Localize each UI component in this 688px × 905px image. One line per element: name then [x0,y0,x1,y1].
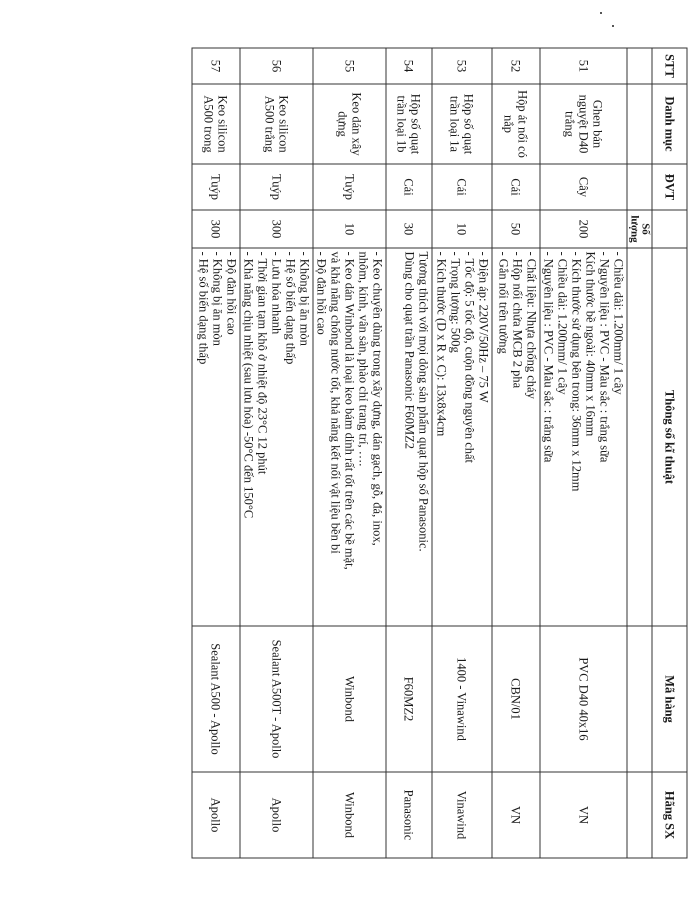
spec-line: - Kích thước sử dụng bên trong: 36mm x 12mm [569,251,584,492]
qty-header-cont: Số lượng [627,210,652,248]
row-code: Winbond [313,626,386,772]
table-row [313,48,386,858]
spec-line: - Keo chuyên dùng trong xây dựng, dán gạch, gỗ, đá, inox, [370,251,385,546]
spec-line: - Chất liệu: Nhựa chống cháy [524,251,539,399]
row-qty: 30 [386,210,432,248]
row-unit: Tuýp [192,164,240,210]
table-row [432,48,492,858]
table-row [492,48,540,858]
row-spec [540,248,627,626]
spec-line: - Keo dán Winbond là loại keo bám dính rất tốt trên các bề mặt, [342,251,357,570]
product-spec-table [192,48,688,859]
row-unit: Tuýp [240,164,313,210]
spec-line: - Độ đàn hồi cao [314,251,329,335]
spec-line: Dùng cho quạt trần Panasonic F60MZ2 [402,251,417,450]
header-row [652,48,687,858]
header-code: Mã hàng [652,626,687,772]
spec-line: - Chiều dài: 1.200mm/ 1 cây [555,251,570,395]
row-stt: 54 [386,48,432,84]
spec-line: Kích thước bề ngoài: 40mm x 16mm [583,251,598,437]
row-qty: 200 [540,210,627,248]
row-name: Hộp số quạt trần loại 1a [432,84,492,164]
spec-line: - Hệ số biến dạng thấp [196,251,211,365]
row-name: Ghen bán nguyệt D40 trắng [540,84,627,164]
row-unit: Cây [540,164,627,210]
row-stt: 57 [192,48,240,84]
spec-line: - Tốc độ: 5 tốc độ, cuộn đồng nguyên chất [462,251,477,464]
spec-line: - Lưu hóa nhanh [269,251,284,335]
row-name: Hộp số quạt trần loại 1b [386,84,432,164]
row-spec [240,248,313,626]
header-name: Danh mục [652,84,687,164]
row-qty: 300 [192,210,240,248]
spec-line: - Hộp nổi chứa MCB 2 pha [510,251,525,389]
row-code: F60MZ2 [386,626,432,772]
spec-line: - Nguyên liệu : PVC - Màu sắc : trắng sữa [541,251,556,463]
spec-line: - Chiều dài: 1.200mm/ 1 cây [611,251,626,395]
row-maker: Apollo [192,772,240,858]
row-code: Sealant A500 - Apollo [192,626,240,772]
row-spec [192,248,240,626]
row-unit: Cái [386,164,432,210]
row-maker: Vinawind [432,772,492,858]
row-qty: 10 [432,210,492,248]
row-maker: VN [492,772,540,858]
scan-speck [600,12,602,14]
row-maker: VN [540,772,627,858]
spec-line: nhôm, kính, vân sàn, phào chỉ trang trí, …. [356,251,371,467]
row-stt: 51 [540,48,627,84]
row-name: Keo dán xây dựng [313,84,386,164]
spec-line: - Điện áp: 220V/50Hz – 75 W [476,251,491,403]
scan-speck [612,25,614,27]
blank-row [627,48,652,858]
row-spec [432,248,492,626]
table-body [192,48,652,858]
header-spec: Thông số kĩ thuật [652,248,687,626]
spec-line: - Hệ số biến dạng thấp [283,251,298,365]
row-spec [313,248,386,626]
row-code: CBN/01 [492,626,540,772]
spec-line: - Nguyên liệu : PVC - Màu sắc : trắng sữa [597,251,612,463]
table-row [240,48,313,858]
header-unit: ĐVT [652,164,687,210]
header-qty [652,210,687,248]
row-name: Keo silicon A500 trắng [240,84,313,164]
row-stt: 55 [313,48,386,84]
spec-line: - Thời gian tạm khô ở nhiệt độ 23°C 12 phút [255,251,270,475]
row-stt: 52 [492,48,540,84]
row-stt: 56 [240,48,313,84]
row-unit: Cái [432,164,492,210]
spec-line: - Kích thước (D x R x C): 13x8x4cm [434,251,449,437]
rotated-page [196,48,688,858]
row-name: Keo silicon A500 trong [192,84,240,164]
table-row [192,48,240,858]
table-row [540,48,627,858]
spec-line: - Không bị ăn mòn [210,251,225,346]
spec-line: - Không bị ăn mòn [297,251,312,346]
row-spec [386,248,432,626]
row-qty: 10 [313,210,386,248]
row-qty: 300 [240,210,313,248]
header-maker: Hãng SX [652,772,687,858]
spec-line: - Trọng lượng: 500g [448,251,463,353]
spec-line: - Độ đàn hồi cao [224,251,239,335]
row-maker: Winbond [313,772,386,858]
row-qty: 50 [492,210,540,248]
spec-line: - Gắn nổi trên tường [496,251,511,354]
spec-line: và khả năng chống nước tốt, khả năng kết nối vật liệu bền bỉ [328,251,343,554]
row-unit: Cái [492,164,540,210]
spec-line: - Khả năng chịu nhiệt (sau lưu hóa) -50°C đến 150°C [241,251,256,519]
row-code: 1400 - Vinawind [432,626,492,772]
table-row [386,48,432,858]
row-unit: Tuýp [313,164,386,210]
row-stt: 53 [432,48,492,84]
spec-line: Tương thích với mọi dòng sản phẩm quạt hộp số Panasonic. [416,251,431,552]
row-code: PVC D40 40x16 [540,626,627,772]
header-stt: STT [652,48,687,84]
row-maker: Panasonic [386,772,432,858]
row-name: Hộp át nổi có nắp [492,84,540,164]
row-spec [492,248,540,626]
row-code: Sealant A500T - Apollo [240,626,313,772]
row-maker: Apollo [240,772,313,858]
